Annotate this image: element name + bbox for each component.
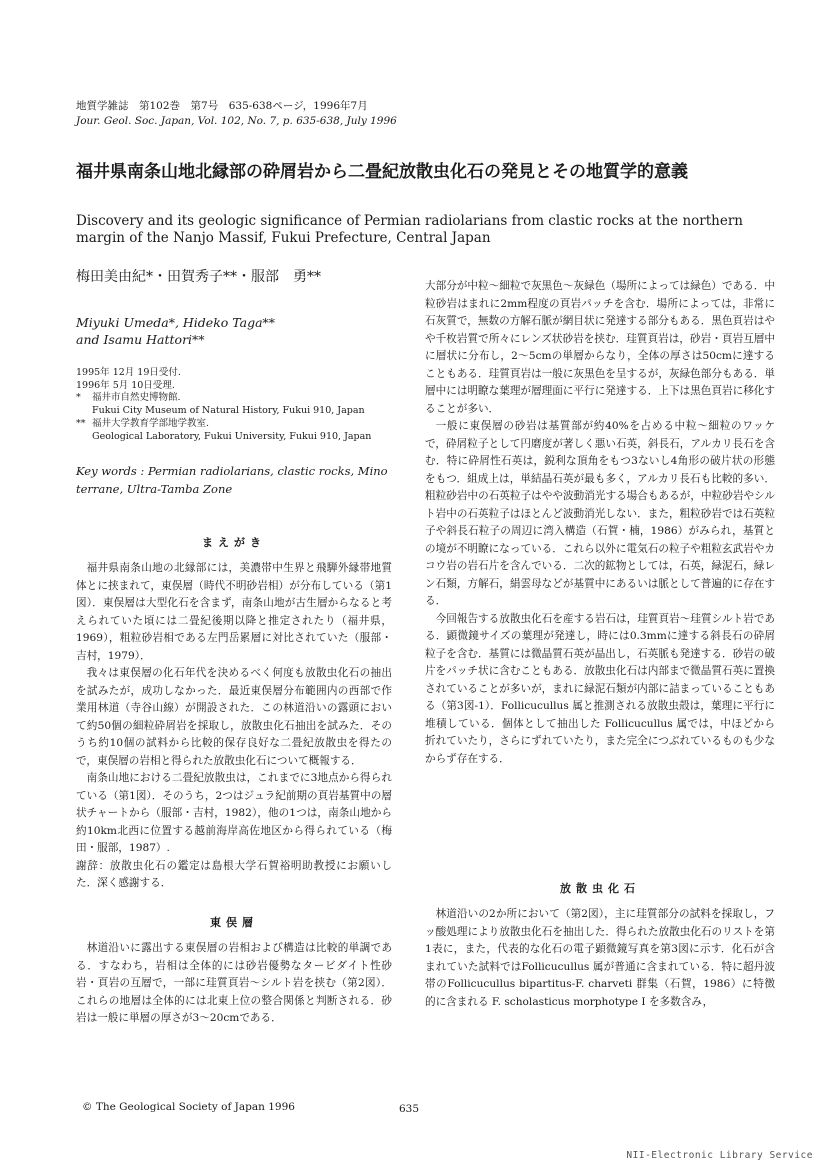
affiliation-en: Geological Laboratory, Fukui University, Fukui 910, Japan	[92, 431, 372, 442]
affiliations	[76, 391, 396, 443]
paragraph: 福井県南条山地の北縁部には，美濃帯中生界と飛騨外縁帯地質体とに挟まれて，東俣層（時代不明砂岩相）が分布している（第1図）．東俣層は大型化石を含まず，南条山地が古生層からなると考えられていた頃には二畳紀後期以降と推定されたり（福井県，1969），粗粒砂岩相である左門岳累層に対比されていた（服部・吉村，1979）．	[76, 562, 392, 662]
higashimata-text	[76, 940, 392, 1028]
journal-citation-en: Jour. Geol. Soc. Japan, Vol. 102, No. 7, p. 635-638, July 1996	[76, 115, 397, 127]
keywords: Key words : Permian radiolarians, clastic rocks, Mino terrane, Ultra-Tamba Zone	[76, 464, 388, 496]
received-dates	[76, 366, 396, 392]
section-heading-introduction: まえがき	[202, 536, 266, 549]
section-heading-radiolarians: 放散虫化石	[560, 882, 640, 895]
authors-japanese: 梅田美由紀*・田賀秀子**・服部 勇**	[76, 269, 321, 285]
journal-citation-jp: 地質学雑誌 第102巻 第7号 635-638ページ，1996年7月	[76, 100, 368, 112]
library-watermark: NII-Electronic Library Service	[626, 1150, 813, 1161]
paragraph: 大部分が中粒～細粒で灰黒色～灰緑色（場所によっては緑色）である．中粒砂岩はまれに2mm程度の頁岩パッチを含む．場所によっては，非常に石灰質で，無数の方解石脈が網目状に発達する部分もある．黒色頁岩はやや千枚岩質で所々にレンズ状砂岩を挟む．珪質頁岩は，砂岩・頁岩互層中に層状に分布し，2～5cmの単層からなり，全体の厚さは50cmに達することもある．珪質頁岩は一般に灰黒色を呈するが，灰緑色部分もある．単層中には明瞭な葉理が層理面に平行に発達する．上下は黒色頁岩に移化することが多い．	[425, 280, 775, 415]
title-english: Discovery and its geologic significance of Permian radiolarians from clastic rocks at the northern margin of the Nanjo Massif, Fukui Prefecture, Central Japan	[76, 213, 743, 246]
paragraph: 林道沿いに露出する東俣層の岩相および構造は比較的単調である．すなわち，岩相は全体的には砂岩優勢なタービダイト性砂岩・頁岩の互層で，一部に珪質頁岩～シルト岩を挟む（第2図）．これらの地層は全体的には北東上位の整合関係と判断される．砂岩は一般に単層の厚さが3～20cmである．	[76, 942, 392, 1024]
journal-citation	[76, 99, 397, 129]
affiliation-2	[76, 417, 396, 430]
paragraph: 南条山地における二畳紀放散虫は，これまでに3地点から得られている（第1図）．そのうち，2つはジュラ紀前期の頁岩基質中の層状チャートから（服部・吉村，1982），他の1つは，南条山地から約10km北西に位置する越前海岸高佐地区から得られている（梅田・服部，1987）.	[76, 772, 392, 854]
authors-english-line2: and Isamu Hattori**	[76, 332, 205, 347]
paragraph: 一般に東俣層の砂岩は基質部が約40%を占める中粒～細粒のワッケで，砕屑粒子として円磨度が著しく悪い石英，斜長石，アルカリ長石を含む．特に砕屑性石英は，鋭利な頂角をもつ3ないし4角形の破片状の形態をもつ．組成上は，単結晶石英が最も多く，アルカリ長石も比較的多い．粗粒砂岩中の石英粒子はやや波動消光する場合もあるが，中粒砂岩やシルト岩中の石英粒子はほとんど波動消光しない．また，粗粒砂岩では石英粒子や斜長石粒子の周辺に湾入構造（石賀・楠，1986）がみられ，基質との境が不明瞭になっている．これら以外に電気石の粒子や粗粒玄武岩やカコウ岩の岩石片を含んでいる．二次的鉱物としては，石英，緑泥石，緑レン石類，方解石，絹雲母などが基質中にあるいは脈として普遍的に存在する．	[425, 420, 775, 607]
affiliation-jp: 福井大学教育学部地学教室.	[92, 418, 210, 429]
accepted-date: 1996年 5月 10日受理.	[76, 380, 175, 391]
affiliation-1	[76, 391, 396, 404]
right-column-text	[425, 278, 775, 768]
authors-english-line1: Miyuki Umeda*, Hideko Taga**	[76, 315, 276, 330]
affiliation-en: Fukui City Museum of Natural History, Fukui 910, Japan	[92, 405, 365, 416]
affiliation-mark: **	[76, 418, 86, 429]
affiliation-jp: 福井市自然史博物館.	[92, 392, 181, 403]
affiliation-mark: *	[76, 392, 81, 403]
paragraph: 今回報告する放散虫化石を産する岩石は，珪質頁岩～珪質シルト岩である．顕微鏡サイズの葉理が発達し，時には0.3mmに達する斜長石の砕屑粒子を含む．基質には微晶質石英が晶出し，石英脈も発達する．砂岩の破片をパッチ状に含むこともある．放散虫化石は内部まで微晶質石英に置換されていることが多いが，まれに緑泥石類が内部に詰まっていることもある（第3図-1）．Follicucullus 属と推測される放散虫殻は，葉理に平行に堆積している．個体として抽出した Follicucullus 属では，中ほどから折れていたり，さらにずれていたり，また完全につぶれているものも少なからず存在する．	[425, 612, 775, 765]
radiolarian-text	[425, 906, 775, 1011]
authors-english	[76, 314, 275, 348]
title-japanese: 福井県南条山地北縁部の砕屑岩から二畳紀放散虫化石の発見とその地質学的意義	[76, 162, 688, 182]
acknowledgment: 謝辞：放散虫化石の鑑定は島根大学石賀裕明助教授にお願いした．深く感謝する．	[76, 859, 392, 889]
received-date: 1995年 12月 19日受付.	[76, 367, 181, 378]
paragraph: 我々は東俣層の化石年代を決めるべく何度も放散虫化石の抽出を試みたが，成功しなかった．最近東俣層分布範囲内の西部で作業用林道（寺谷山線）が開設された．この林道沿いの露頭において約50個の細粒砕屑岩を採取し，放散虫化石抽出を試みた．そのうち約10個の試料から比較的保存良好な二畳紀放散虫を得たので，東俣層の岩相と得られた放散虫化石について概報する．	[76, 667, 392, 767]
paragraph: 林道沿いの2か所において（第2図），主に珪質部分の試料を採取し，フッ酸処理により放散虫化石を抽出した．得られた放散虫化石のリストを第1表に，また，代表的な化石の電子顕微鏡写真を第3図に示す．化石が含まれていた試料ではFollicucullus 属が普通に含まれている．特に超丹波帯のFollicucullus bipartitus-F. charveti 群集（石賀，1986）に特徴的に含まれる F. scholasticus morphotype I を多数含み，	[425, 908, 775, 1008]
page-number: 635	[399, 1103, 420, 1115]
section-heading-higashimata: 東俣層	[210, 916, 258, 929]
copyright: © The Geological Society of Japan 1996	[82, 1101, 295, 1113]
introduction-text	[76, 560, 392, 893]
